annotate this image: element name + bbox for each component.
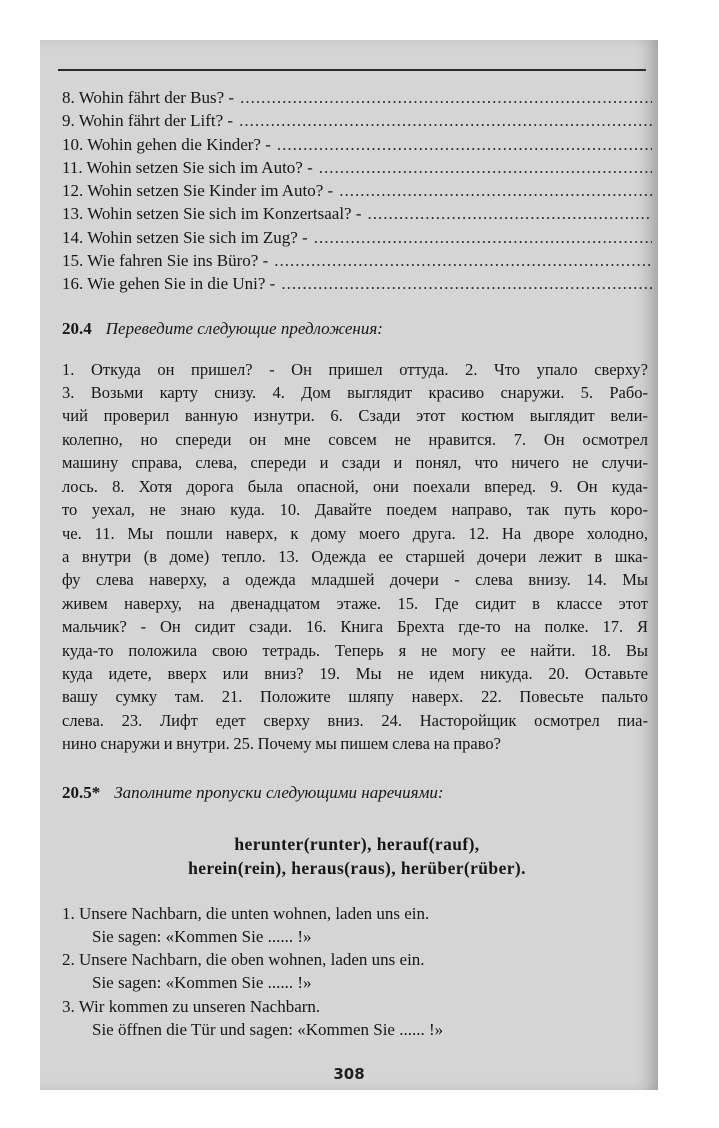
dot-leader xyxy=(277,133,652,156)
fill-in-item xyxy=(62,995,652,1042)
question-list xyxy=(62,86,652,296)
exercise-number: 20.4 xyxy=(62,318,92,338)
fill-in-sentence: Sie öffnen die Tür und sagen: «Kommen Sie ...... !» xyxy=(92,1020,444,1040)
dot-leader xyxy=(339,179,652,202)
text-line: че. 11. Мы пошли наверх, к дому моего друга. 12. На дворе холодно, xyxy=(62,523,648,543)
text-line: то уехал, не знаю куда. 10. Давайте поедем направо, так путь коро- xyxy=(62,500,648,520)
text-line: мальчик? - Он сидит сзади. 16. Книга Брехта где-то на полке. 17. Я xyxy=(62,617,648,637)
text-line: вашу сумку там. 21. Положите шляпу наверх. 22. Повесьте пальто xyxy=(62,687,648,707)
adverb-line: herein(rein), heraus(raus), herüber(rüber). xyxy=(188,857,526,878)
text-line: живем наверху, на двенадцатом этаже. 15. Где сидит в классе этот xyxy=(62,593,648,613)
question-line: 10. Wohin gehen die Kinder? - ..... xyxy=(62,133,652,156)
question-line: 13. Wohin setzen Sie sich im Konzertsaal? - ..... xyxy=(62,202,652,225)
dot-leader xyxy=(319,156,652,179)
fill-in-list xyxy=(62,902,652,1042)
text-line: а внутри (в доме) тепло. 13. Одежда ее старшей дочери лежит в шка- xyxy=(62,546,648,566)
text-line: чий проверил ванную изнутри. 6. Сзади этот костюм выглядит вели- xyxy=(62,406,648,426)
fill-in-item xyxy=(62,948,652,995)
exercise-20-4-text xyxy=(62,358,652,756)
exercise-instruction: Заполните пропуски следующими наречиями: xyxy=(114,782,444,802)
dot-leader xyxy=(240,86,652,109)
question-line: 11. Wohin setzen Sie sich im Auto? - ..... xyxy=(62,156,652,179)
dot-leader xyxy=(368,202,652,225)
exercise-20-4-heading xyxy=(62,318,652,340)
text-line: нино снаружи и внутри. 25. Почему мы пишем слева на право? xyxy=(62,734,502,754)
text-line: 3. Возьми карту снизу. 4. Дом выглядит красиво снаружи. 5. Рабо- xyxy=(62,383,648,403)
dot-leader xyxy=(274,249,652,272)
fill-in-prompt: 3. Wir kommen zu unseren Nachbarn. xyxy=(62,996,321,1016)
question-line: 9. Wohin fährt der Lift? - ..... xyxy=(62,109,652,132)
page-number: 308 xyxy=(333,1065,365,1083)
text-line: фу слева наверху, а одежда младшей дочери - слева внизу. 14. Мы xyxy=(62,570,648,590)
question-line: 14. Wohin setzen Sie sich im Zug? - ..... xyxy=(62,226,652,249)
page-content xyxy=(62,86,652,1057)
text-line: куда идете, вверх или вниз? 19. Мы не идем никуда. 20. Оставьте xyxy=(62,663,648,683)
book-page xyxy=(40,40,658,1090)
fill-in-sentence: Sie sagen: «Kommen Sie ...... !» xyxy=(92,926,312,946)
text-line: куда-то положила свою тетрадь. Теперь я не могу ее найти. 18. Вы xyxy=(62,640,648,660)
fill-in-prompt: 2. Unsere Nachbarn, die oben wohnen, laden uns ein. xyxy=(62,950,425,970)
question-line: 8. Wohin fährt der Bus? - ..... xyxy=(62,86,652,109)
question-line: 15. Wie fahren Sie ins Büro? - ..... xyxy=(62,249,652,272)
question-line: 12. Wohin setzen Sie Kinder im Auto? - ..... xyxy=(62,179,652,202)
text-line: слева. 23. Лифт едет сверху вниз. 24. Насторойщик осмотрел пиа- xyxy=(62,710,648,730)
fill-in-prompt: 1. Unsere Nachbarn, die unten wohnen, laden uns ein. xyxy=(62,903,430,923)
text-line: машину справа, слева, спереди и сзади и понял, что ничего не случи- xyxy=(62,453,648,473)
fill-in-sentence: Sie sagen: «Kommen Sie ...... !» xyxy=(92,973,312,993)
dot-leader xyxy=(281,272,652,295)
text-line: колепно, но спереди он мне совсем не нравится. 7. Он осмотрел xyxy=(62,429,648,449)
question-line: 16. Wie gehen Sie in die Uni? - ..... xyxy=(62,272,652,295)
text-line: лось. 8. Хотя дорога была опасной, они поехали вперед. 9. Он куда- xyxy=(62,476,648,496)
exercise-instruction: Переведите следующие предложения: xyxy=(105,318,383,338)
exercise-20-5-heading xyxy=(62,782,652,804)
adverb-line: herunter(runter), herauf(rauf), xyxy=(234,833,480,854)
text-line: 1. Откуда он пришел? - Он пришел оттуда. 2. Что упало сверху? xyxy=(62,359,648,379)
adverb-list xyxy=(62,832,652,880)
dot-leader xyxy=(314,226,652,249)
header-rule xyxy=(58,69,646,71)
fill-in-item xyxy=(62,902,652,949)
exercise-number: 20.5* xyxy=(62,782,101,802)
dot-leader xyxy=(239,109,652,132)
